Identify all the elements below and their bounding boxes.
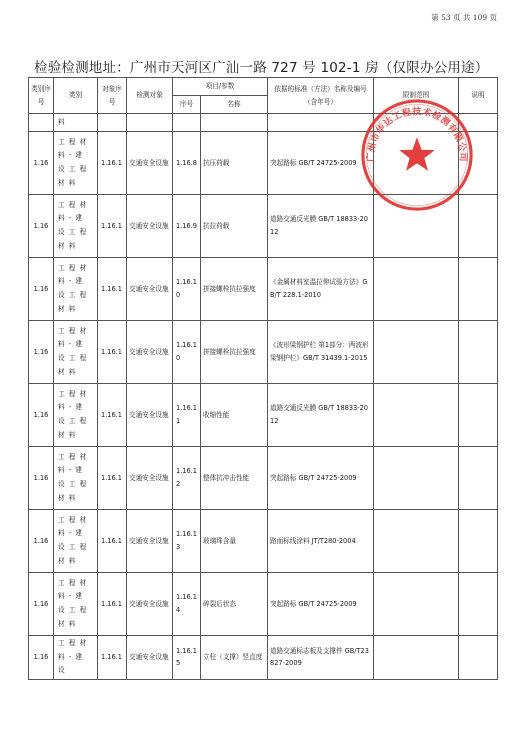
header-object: 检测对象 <box>127 78 173 114</box>
cell-object: 交通安全设施 <box>127 447 173 510</box>
cell-limit <box>374 384 459 447</box>
cell-param-no: 1.16.10 <box>173 258 201 321</box>
header-standard: 依据的标准（方法）名称及编号（含年号） <box>268 78 374 114</box>
cell-note <box>459 132 498 195</box>
cell-limit <box>374 258 459 321</box>
cell-category-no: 1.16 <box>29 195 54 258</box>
cell-param-no: 1.16.12 <box>173 447 201 510</box>
cell-param-no: 1.16.14 <box>173 573 201 636</box>
cell-category-no: 1.16 <box>29 510 54 573</box>
cell-param-name: 整体抗冲击性能 <box>201 447 268 510</box>
cell-category: 工程材料-建设工程材料 <box>54 573 98 636</box>
header-category-no: 类别序号 <box>29 78 54 114</box>
cell-param-name: 收缩性能 <box>201 384 268 447</box>
cell-category-no: 1.16 <box>29 258 54 321</box>
cell-object-no: 1.16.1 <box>98 132 127 195</box>
cell-standard: 道路交通反光膜 GB/T 18833-2012 <box>268 195 374 258</box>
header-object-no: 对象序号 <box>98 78 127 114</box>
cell-object: 交通安全设施 <box>127 636 173 680</box>
cell-category-no: 1.16 <box>29 636 54 680</box>
cell-object: 交通安全设施 <box>127 510 173 573</box>
cell-param-name: 玻璃珠含量 <box>201 510 268 573</box>
cell-object: 交通安全设施 <box>127 132 173 195</box>
table-row <box>29 447 498 510</box>
cell-object-no: 1.16.1 <box>98 195 127 258</box>
cell-limit <box>374 195 459 258</box>
cell-standard: 道路交通反光膜 GB/T 18833-2012 <box>268 384 374 447</box>
cell-category: 工程材料-建设 <box>54 636 98 680</box>
cell-object-no: 1.16.1 <box>98 447 127 510</box>
page-counter: 第 53 页 共 109 页 <box>431 13 497 22</box>
cell-limit <box>374 510 459 573</box>
table-row <box>29 636 498 680</box>
cell-param-name: 抗压荷载 <box>201 132 268 195</box>
carry-over-text: 料 <box>54 114 98 132</box>
cell-note <box>459 321 498 384</box>
svg-text:广州市华达工程技术检测有限公司: 广州市华达工程技术检测有限公司 <box>366 107 468 163</box>
cell-limit <box>374 132 459 195</box>
cell-object-no: 1.16.1 <box>98 510 127 573</box>
cell-note <box>459 510 498 573</box>
table-row <box>29 321 498 384</box>
cell-object: 交通安全设施 <box>127 321 173 384</box>
table-row <box>29 510 498 573</box>
header-param-no: 序号 <box>173 96 201 114</box>
table-row <box>29 573 498 636</box>
carry-over-row <box>29 114 498 132</box>
cell-note <box>459 384 498 447</box>
cell-param-name: 拼接螺栓抗拉强度 <box>201 258 268 321</box>
cell-category: 工程材料-建设工程材料 <box>54 384 98 447</box>
cell-param-no: 1.16.11 <box>173 384 201 447</box>
header-param-name: 名称 <box>201 96 268 114</box>
cell-param-name: 拼接螺栓抗拉强度 <box>201 321 268 384</box>
cell-object: 交通安全设施 <box>127 258 173 321</box>
cell-limit <box>374 447 459 510</box>
cell-standard: 突起路标 GB/T 24725-2009 <box>268 132 374 195</box>
cell-category-no: 1.16 <box>29 447 54 510</box>
cell-standard: 《波形梁钢护栏 第1部分：两波形梁钢护栏》GB/T 31439.1-2015 <box>268 321 374 384</box>
cell-param-no: 1.16.10 <box>173 321 201 384</box>
cell-limit <box>374 321 459 384</box>
cell-param-no: 1.16.13 <box>173 510 201 573</box>
cell-object: 交通安全设施 <box>127 573 173 636</box>
cell-param-name: 碎裂后状态 <box>201 573 268 636</box>
cell-limit <box>374 573 459 636</box>
cell-object: 交通安全设施 <box>127 195 173 258</box>
table-row <box>29 195 498 258</box>
header-note: 说明 <box>459 78 498 114</box>
cell-object-no: 1.16.1 <box>98 321 127 384</box>
cell-category: 工程材料-建设工程材料 <box>54 510 98 573</box>
cell-category: 工程材料-建设工程材料 <box>54 195 98 258</box>
cell-object: 交通安全设施 <box>127 384 173 447</box>
cell-standard: 《金属材料室温拉伸试验方法》GB/T 228.1-2010 <box>268 258 374 321</box>
cell-param-no: 1.16.15 <box>173 636 201 680</box>
inspection-address: 检验检测地址：广州市天河区广汕一路 727 号 102-1 房（仅限办公用途） <box>34 60 489 76</box>
cell-object-no: 1.16.1 <box>98 573 127 636</box>
cell-standard: 路面标线涂料 JT/T280-2004 <box>268 510 374 573</box>
header-limit: 限制范围 <box>374 78 459 114</box>
cell-category-no: 1.16 <box>29 321 54 384</box>
cell-standard: 突起路标 GB/T 24725-2009 <box>268 447 374 510</box>
cell-object-no: 1.16.1 <box>98 384 127 447</box>
cell-category: 工程材料-建设工程材料 <box>54 321 98 384</box>
header-row-1 <box>29 78 498 96</box>
cell-category: 工程材料-建设工程材料 <box>54 258 98 321</box>
scope-table <box>28 77 498 680</box>
header-category: 类别 <box>54 78 98 114</box>
cell-note <box>459 258 498 321</box>
cell-param-no: 1.16.9 <box>173 195 201 258</box>
cell-category: 工程材料-建设工程材料 <box>54 132 98 195</box>
cell-standard: 突起路标 GB/T 24725-2009 <box>268 573 374 636</box>
cell-param-name: 立柱（支撑）竖直度 <box>201 636 268 680</box>
cell-category-no: 1.16 <box>29 132 54 195</box>
cell-param-no: 1.16.8 <box>173 132 201 195</box>
table-row <box>29 384 498 447</box>
cell-object-no: 1.16.1 <box>98 636 127 680</box>
cell-note <box>459 636 498 680</box>
cell-note <box>459 195 498 258</box>
cell-object-no: 1.16.1 <box>98 258 127 321</box>
cell-category-no: 1.16 <box>29 573 54 636</box>
cell-category-no: 1.16 <box>29 384 54 447</box>
cell-limit <box>374 636 459 680</box>
cell-note <box>459 573 498 636</box>
cell-standard: 道路交通标志板及支撑件 GB/T23827-2009 <box>268 636 374 680</box>
header-param-group: 项目/参数 <box>173 78 268 96</box>
cell-category: 工程材料-建设工程材料 <box>54 447 98 510</box>
table-row <box>29 258 498 321</box>
cell-note <box>459 447 498 510</box>
cell-param-name: 抗拉荷载 <box>201 195 268 258</box>
table-row <box>29 132 498 195</box>
